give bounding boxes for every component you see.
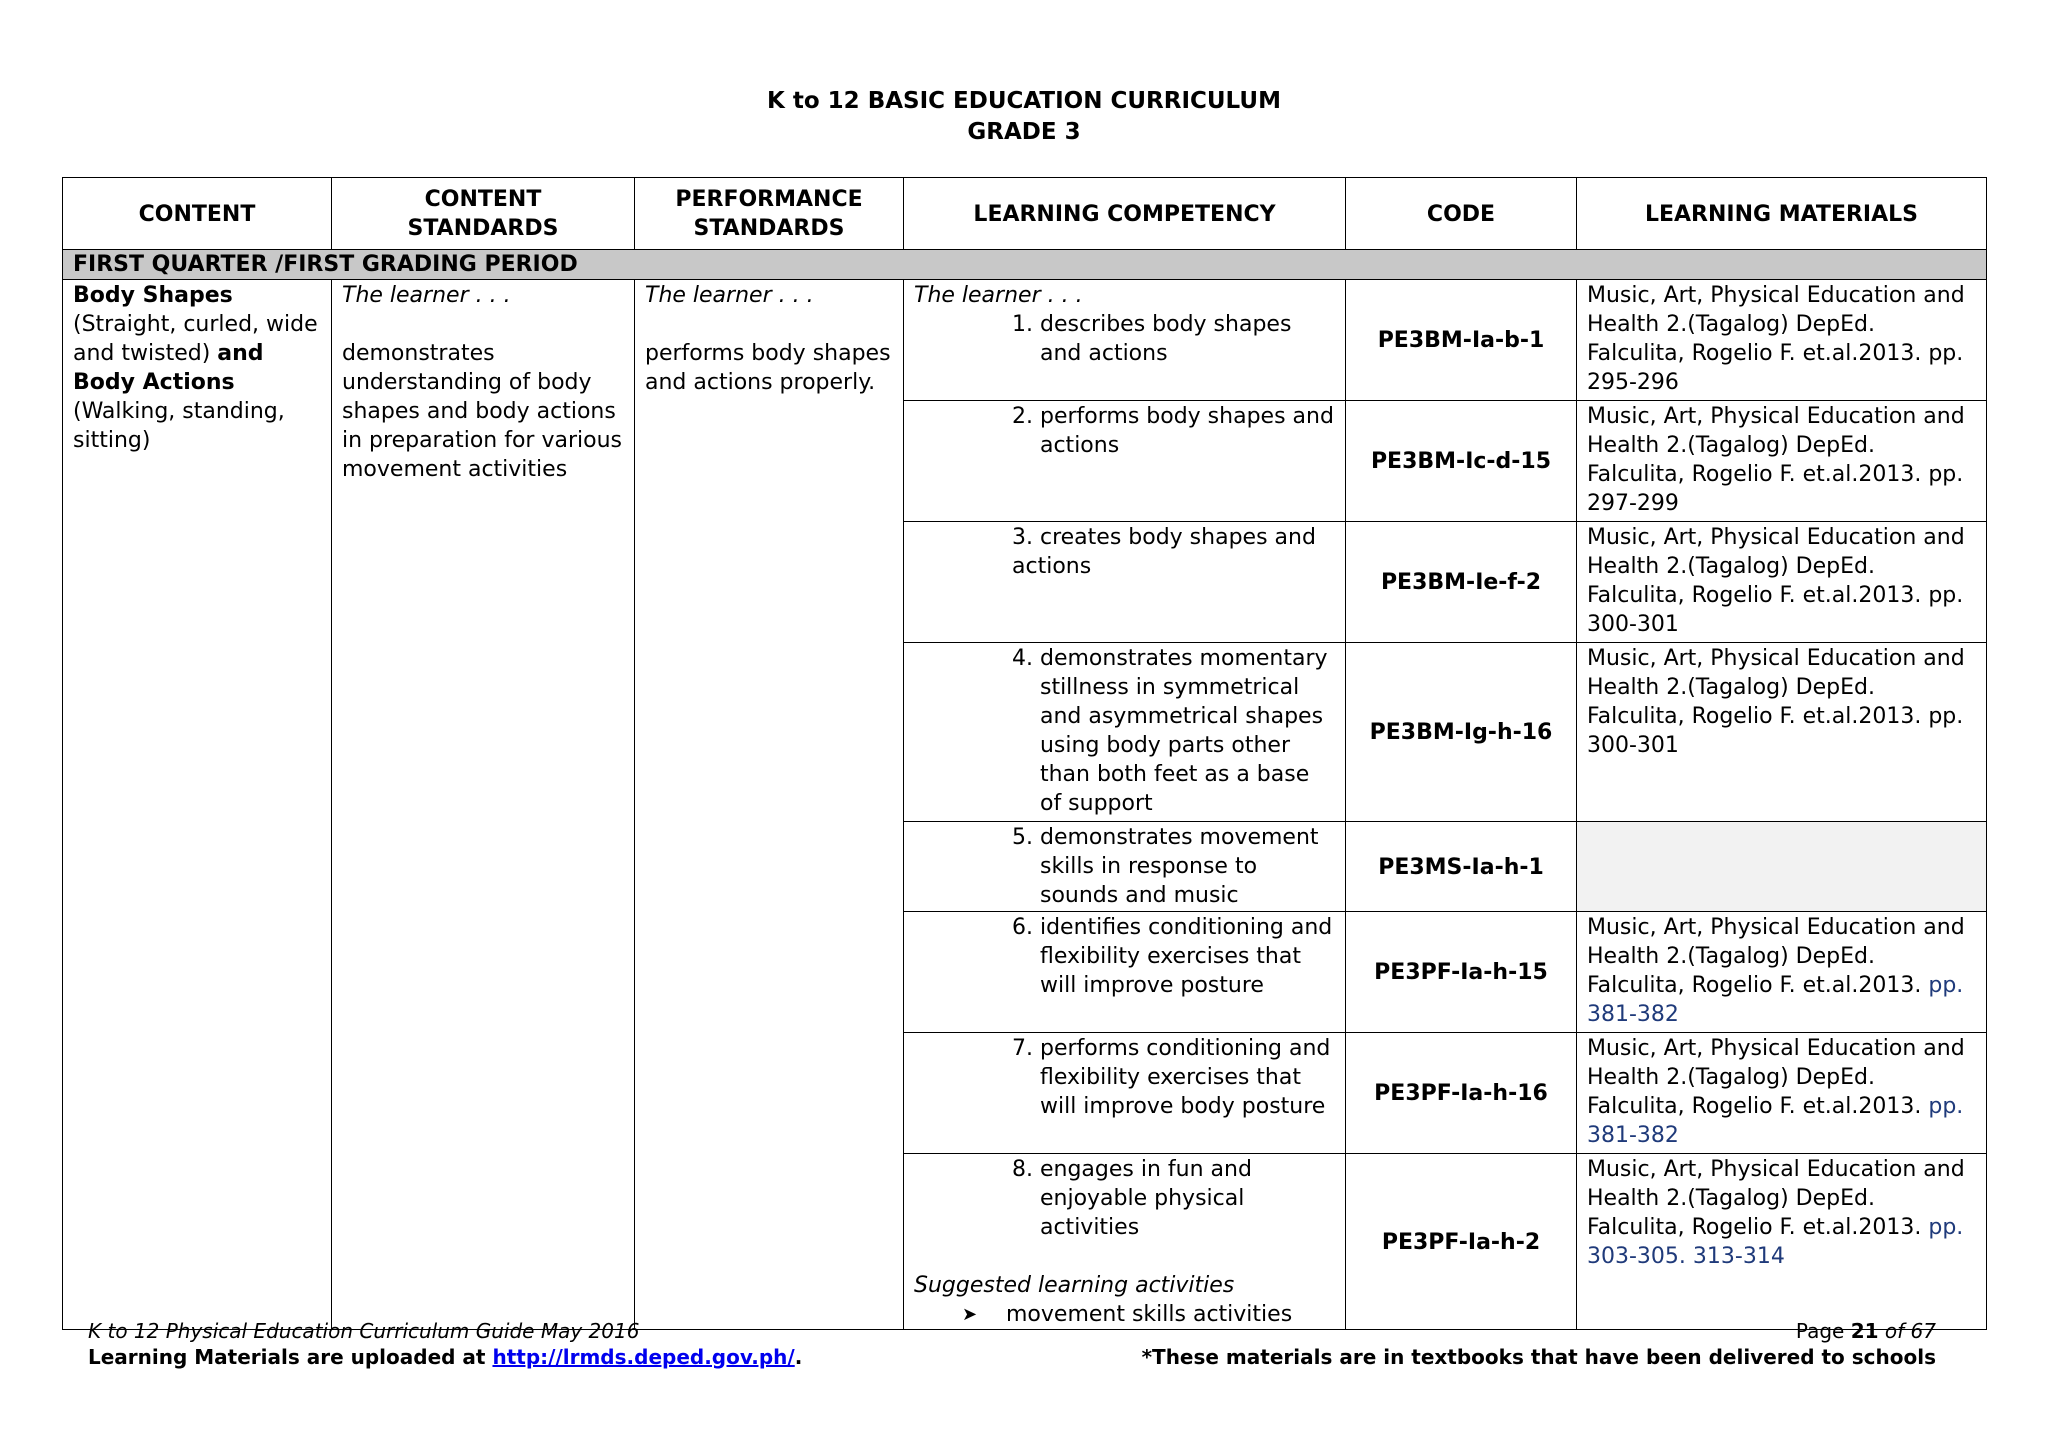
materials-cell bbox=[1577, 1154, 1987, 1330]
suggested-activities-label: Suggested learning activities bbox=[914, 1273, 1235, 1298]
materials-cell bbox=[1577, 1033, 1987, 1154]
document-title bbox=[0, 86, 2048, 148]
competency-number: 8. bbox=[1012, 1157, 1040, 1182]
title-line-2: GRADE 3 bbox=[967, 119, 1081, 145]
materials-cell: Music, Art, Physical Education and Health 2.(Tagalog) DepEd. Falculita, Rogelio F. et.al.2013. pp. 295-296 bbox=[1577, 280, 1987, 401]
competency-cell bbox=[904, 643, 1346, 822]
competency-number: 5. bbox=[1012, 825, 1040, 850]
materials-text: Music, Art, Physical Education and Health 2.(Tagalog) DepEd. Falculita, Rogelio F. et.al.2013. bbox=[1587, 915, 1965, 998]
title-line-1: K to 12 BASIC EDUCATION CURRICULUM bbox=[767, 88, 1281, 114]
content-cell bbox=[63, 280, 332, 1330]
header-line: STANDARDS bbox=[407, 216, 559, 241]
competency-number: 3. bbox=[1012, 525, 1040, 550]
materials-text: Music, Art, Physical Education and Health 2.(Tagalog) DepEd. Falculita, Rogelio F. et.al.2013. bbox=[1587, 1036, 1965, 1119]
materials-cell: Music, Art, Physical Education and Health 2.(Tagalog) DepEd. Falculita, Rogelio F. et.al.2013. pp. 300-301 bbox=[1577, 522, 1987, 643]
competency-text: demonstrates momentary stillness in symmetrical and asymmetrical shapes using body parts other than both feet as a base of support bbox=[1039, 646, 1328, 816]
performance-standard-text: performs body shapes and actions properly. bbox=[645, 341, 891, 395]
competency-text: performs body shapes and actions bbox=[1039, 404, 1334, 458]
materials-text: Music, Art, Physical Education and Health 2.(Tagalog) DepEd. Falculita, Rogelio F. et.al.2013. bbox=[1587, 1157, 1965, 1240]
suggested-activity-text: movement skills activities bbox=[1006, 1302, 1293, 1327]
code-cell: PE3BM-Ie-f-2 bbox=[1346, 522, 1577, 643]
materials-pages: pp. 381-382 bbox=[1587, 973, 1964, 1027]
page-word: Page bbox=[1795, 1319, 1845, 1343]
performance-standards-cell bbox=[635, 280, 904, 1330]
competency-item bbox=[914, 523, 1335, 581]
content-standard-text: demonstrates understanding of body shapes and body actions in preparation for various movement activities bbox=[342, 341, 622, 482]
learner-lead: The learner . . . bbox=[342, 283, 511, 308]
quarter-row bbox=[63, 250, 1987, 280]
header-learning-competency: LEARNING COMPETENCY bbox=[904, 178, 1346, 250]
competency-item bbox=[914, 1034, 1335, 1121]
competency-number: 4. bbox=[1012, 646, 1040, 671]
competency-number: 7. bbox=[1012, 1036, 1040, 1061]
page-total: of 67 bbox=[1884, 1319, 1936, 1343]
header-line: PERFORMANCE bbox=[675, 187, 863, 212]
competency-text: identifies conditioning and flexibility exercises that will improve posture bbox=[1039, 915, 1333, 998]
curriculum-table bbox=[62, 177, 1987, 1330]
competency-number: 1. bbox=[1012, 312, 1040, 337]
header-code: CODE bbox=[1346, 178, 1577, 250]
competency-text: engages in fun and enjoyable physical activities bbox=[1039, 1157, 1252, 1240]
code-cell: PE3BM-Ia-b-1 bbox=[1346, 280, 1577, 401]
header-line: CONTENT bbox=[424, 187, 542, 212]
learner-lead: The learner . . . bbox=[645, 283, 814, 308]
header-learning-materials: LEARNING MATERIALS bbox=[1577, 178, 1987, 250]
footer-guide-text: K to 12 Physical Education Curriculum Guide May 2016 bbox=[88, 1319, 640, 1343]
header-content: CONTENT bbox=[63, 178, 332, 250]
competency-text: creates body shapes and actions bbox=[1012, 525, 1316, 579]
competency-cell bbox=[904, 822, 1346, 912]
competency-cell bbox=[904, 401, 1346, 522]
suggested-activity-item bbox=[914, 1300, 1335, 1329]
code-cell: PE3BM-Ig-h-16 bbox=[1346, 643, 1577, 822]
code-cell: PE3PF-Ia-h-2 bbox=[1346, 1154, 1577, 1330]
footer-upload-note bbox=[88, 1344, 802, 1371]
materials-pages: pp. 381-382 bbox=[1587, 1094, 1964, 1148]
materials-pages: pp. 303-305. 313-314 bbox=[1587, 1215, 1964, 1269]
competency-text: describes body shapes and actions bbox=[1039, 312, 1292, 366]
footer-textbook-note: *These materials are in textbooks that have been delivered to schools bbox=[1141, 1345, 1936, 1369]
header-line: STANDARDS bbox=[693, 216, 845, 241]
upload-end: . bbox=[794, 1345, 803, 1369]
code-cell: PE3PF-Ia-h-16 bbox=[1346, 1033, 1577, 1154]
competency-item bbox=[914, 823, 1335, 910]
materials-cell bbox=[1577, 912, 1987, 1033]
content-standards-cell bbox=[332, 280, 635, 1330]
competency-number: 6. bbox=[1012, 915, 1040, 940]
competency-item bbox=[914, 913, 1335, 1000]
competency-cell bbox=[904, 280, 1346, 401]
competency-text: demonstrates movement skills in response to sounds and music bbox=[1039, 825, 1319, 908]
competency-cell bbox=[904, 522, 1346, 643]
content-topic-1: Body Shapes bbox=[73, 283, 233, 308]
arrow-bullet-icon: ➤ bbox=[962, 1304, 978, 1325]
content-detail-2: (Walking, standing, sitting) bbox=[73, 399, 285, 453]
page-current: 21 bbox=[1850, 1319, 1879, 1343]
page-number bbox=[1796, 1318, 1936, 1345]
competency-item bbox=[914, 310, 1335, 368]
materials-cell: Music, Art, Physical Education and Health 2.(Tagalog) DepEd. Falculita, Rogelio F. et.al.2013. pp. 300-301 bbox=[1577, 643, 1987, 822]
competency-cell bbox=[904, 1154, 1346, 1330]
code-cell: PE3PF-Ia-h-15 bbox=[1346, 912, 1577, 1033]
competency-cell bbox=[904, 1033, 1346, 1154]
content-and: and bbox=[217, 341, 264, 366]
table-header-row bbox=[63, 178, 1987, 250]
materials-cell-empty bbox=[1577, 822, 1987, 912]
table-row bbox=[63, 280, 1987, 401]
content-topic-2: Body Actions bbox=[73, 370, 235, 395]
code-cell: PE3BM-Ic-d-15 bbox=[1346, 401, 1577, 522]
competency-number: 2. bbox=[1012, 404, 1040, 429]
competency-item bbox=[914, 402, 1335, 460]
learner-lead: The learner . . . bbox=[914, 283, 1083, 308]
competency-item bbox=[914, 644, 1335, 818]
content-detail-1: (Straight, curled, wide and twisted) bbox=[73, 312, 318, 366]
competency-text: performs conditioning and flexibility exercises that will improve body posture bbox=[1039, 1036, 1331, 1119]
header-content-standards bbox=[332, 178, 635, 250]
code-cell: PE3MS-Ia-h-1 bbox=[1346, 822, 1577, 912]
quarter-label: FIRST QUARTER /FIRST GRADING PERIOD bbox=[63, 250, 1987, 280]
upload-text: Learning Materials are uploaded at bbox=[88, 1345, 486, 1369]
materials-cell: Music, Art, Physical Education and Health 2.(Tagalog) DepEd. Falculita, Rogelio F. et.al.2013. pp. 297-299 bbox=[1577, 401, 1987, 522]
competency-item bbox=[914, 1155, 1335, 1242]
lrmds-link[interactable]: http://lrmds.deped.gov.ph/ bbox=[492, 1345, 795, 1369]
competency-cell bbox=[904, 912, 1346, 1033]
footer-guide-title bbox=[88, 1318, 639, 1345]
header-performance-standards bbox=[635, 178, 904, 250]
